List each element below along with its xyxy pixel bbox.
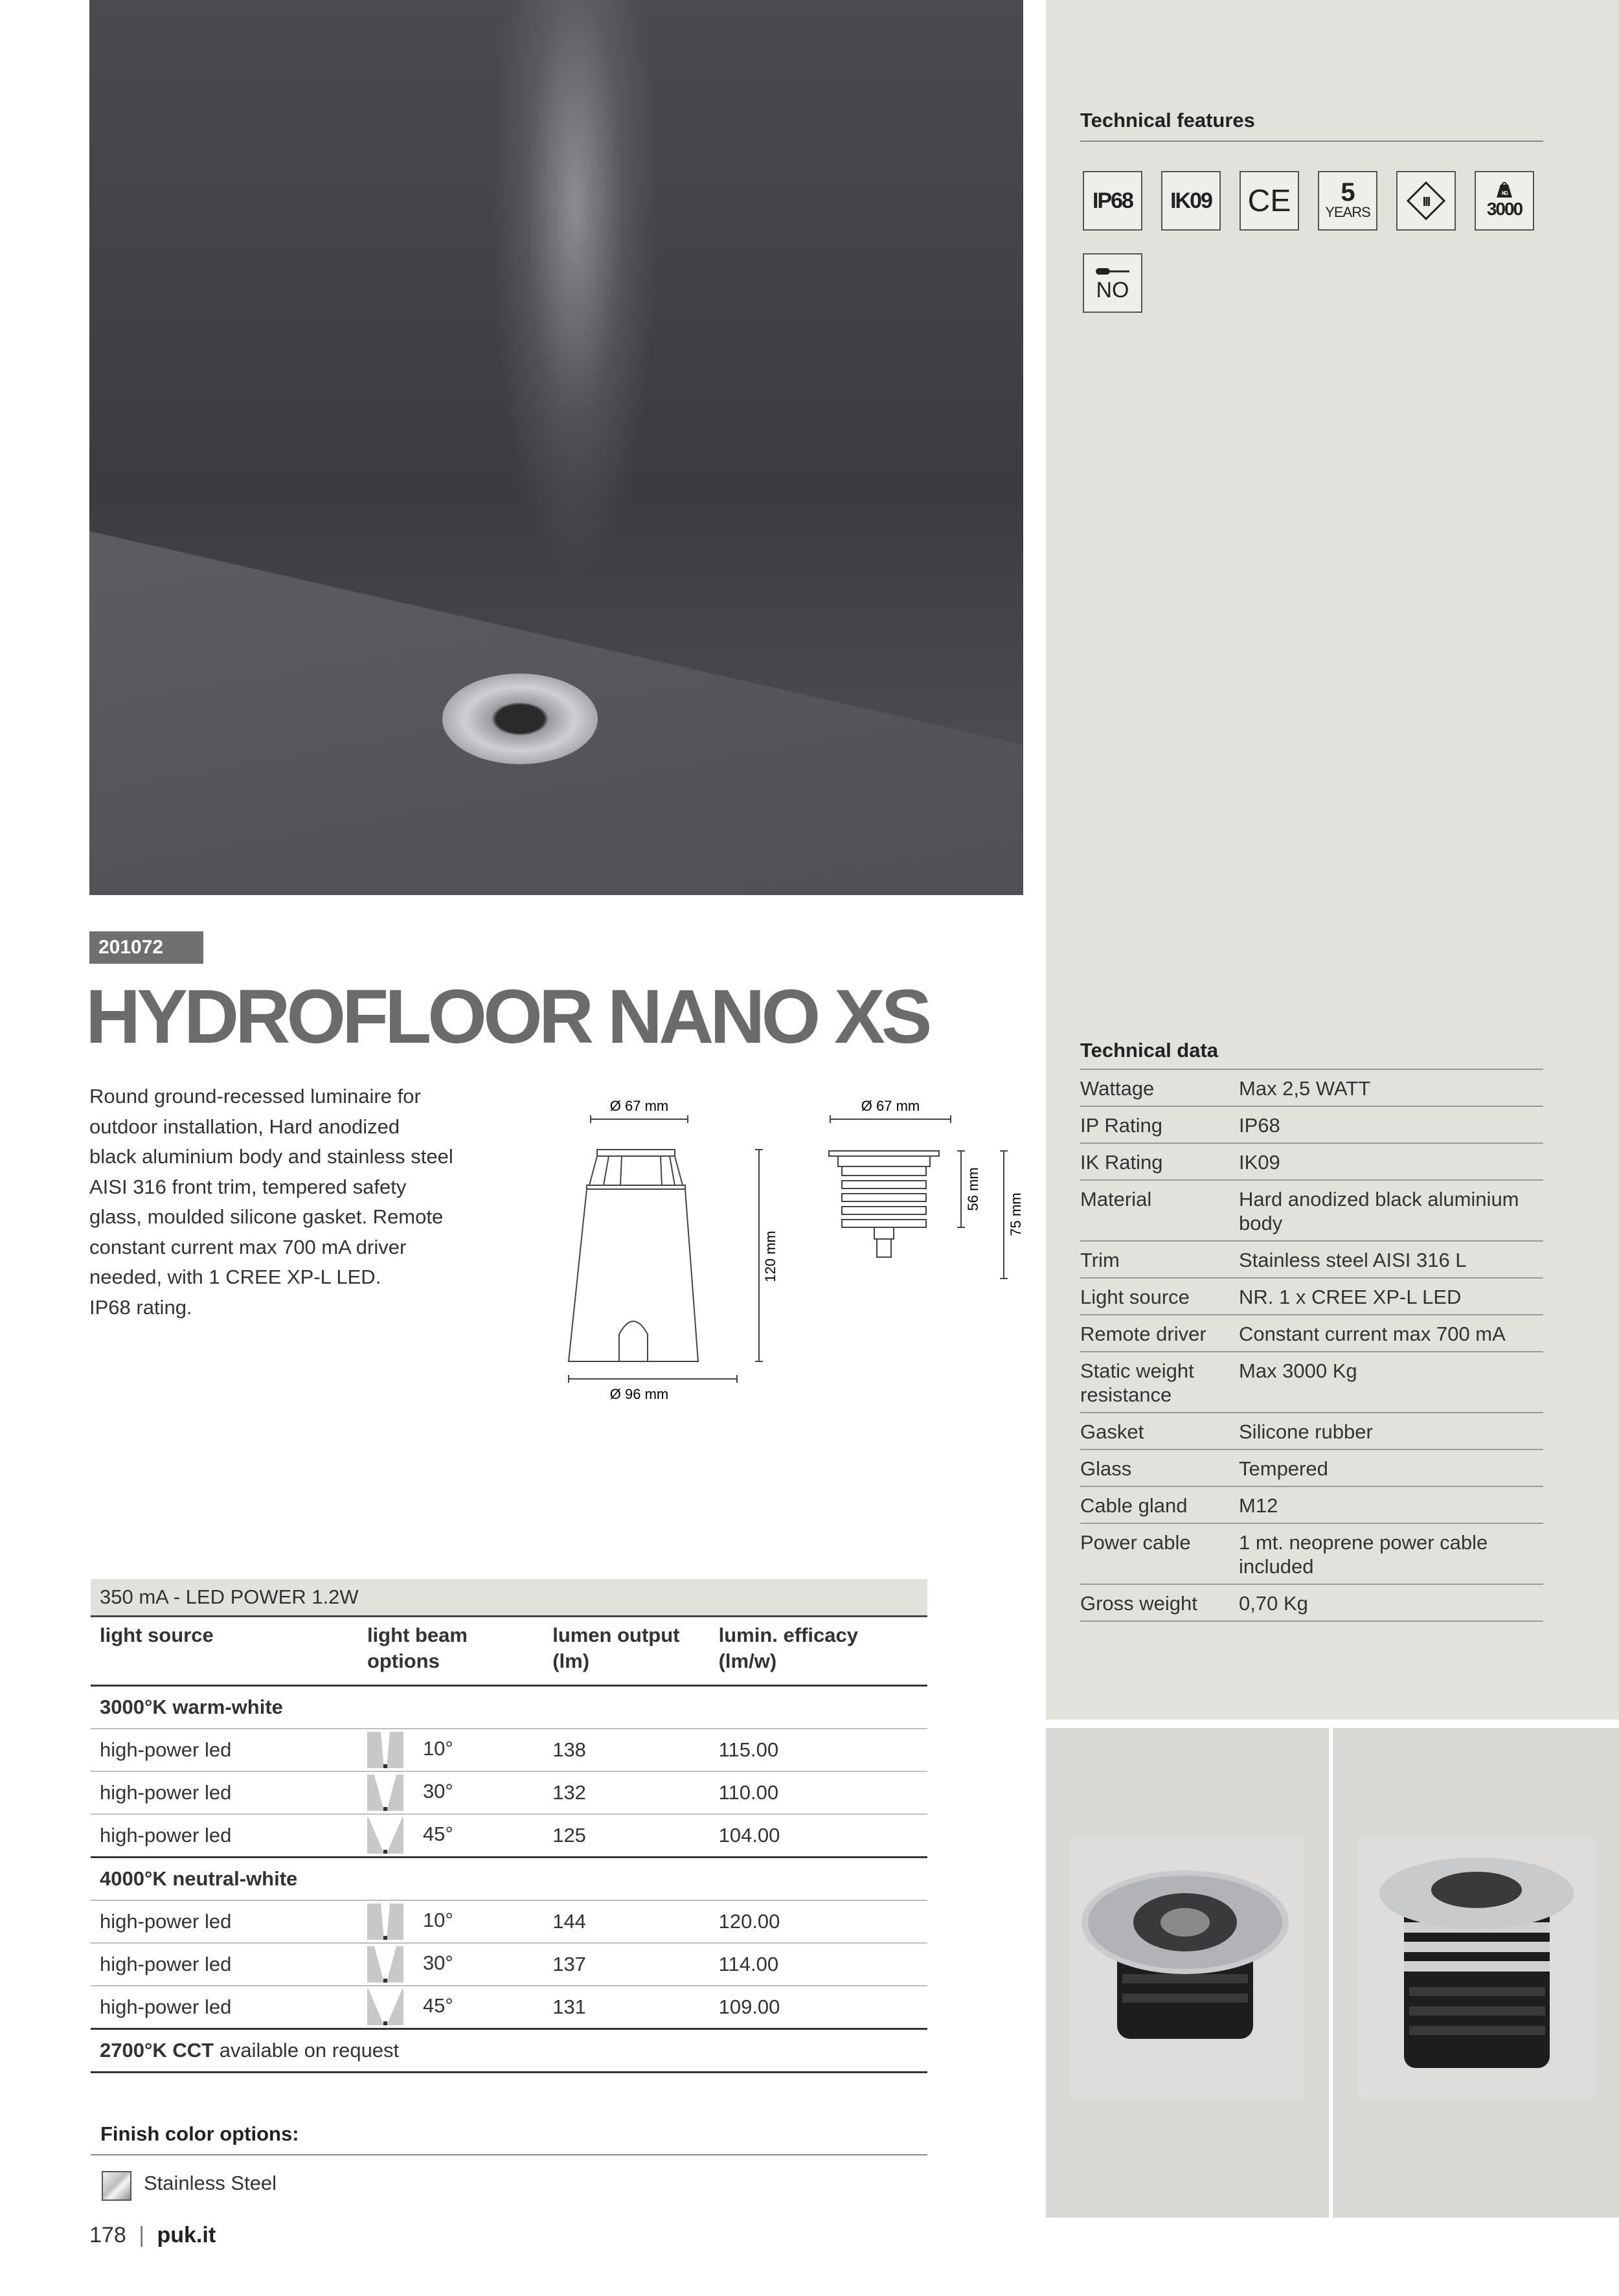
class-iii-badge bbox=[1396, 171, 1456, 231]
description-line: outdoor installation, Hard anodized bbox=[89, 1115, 400, 1138]
beam-angle-icon bbox=[367, 1989, 403, 2025]
base-diameter-label: Ø 96 mm bbox=[609, 1386, 669, 1402]
height-label: 120 mm bbox=[762, 1231, 778, 1282]
light-source-cell: high-power led bbox=[91, 1943, 358, 1986]
website-link[interactable]: puk.it bbox=[157, 2223, 216, 2247]
spec-value: M12 bbox=[1239, 1486, 1543, 1523]
table-header-row bbox=[91, 1617, 927, 1686]
description-line: IP68 rating. bbox=[89, 1295, 192, 1319]
hero-photo bbox=[89, 0, 1023, 895]
table-row bbox=[91, 1771, 927, 1814]
lumen-cell: 138 bbox=[543, 1729, 709, 1771]
product-description bbox=[89, 1082, 517, 1323]
spec-key: Remote driver bbox=[1080, 1315, 1239, 1352]
luminaire-photo-icon bbox=[1046, 1728, 1329, 2218]
color-temperature-label: 3000°K warm-white bbox=[91, 1686, 927, 1729]
product-photo-side bbox=[1333, 1728, 1619, 2218]
spec-key: IK Rating bbox=[1080, 1143, 1239, 1180]
description-line: needed, with 1 CREE XP-L LED. bbox=[89, 1266, 381, 1288]
divider bbox=[1080, 141, 1543, 142]
technical-data-row bbox=[1080, 1069, 1543, 1106]
spec-value: IP68 bbox=[1239, 1106, 1543, 1143]
technical-data-row bbox=[1080, 1523, 1543, 1584]
color-temperature-label: 4000°K neutral-white bbox=[91, 1858, 927, 1901]
beam-angle-value: 30° bbox=[422, 1951, 453, 1975]
efficacy-cell: 104.00 bbox=[710, 1814, 927, 1858]
technical-data-row bbox=[1080, 1486, 1543, 1523]
description-line: glass, moulded silicone gasket. Remote bbox=[89, 1205, 444, 1228]
diameter-label: Ø 67 mm bbox=[609, 1098, 669, 1114]
spec-value: IK09 bbox=[1239, 1143, 1543, 1180]
cct-note bbox=[91, 2029, 927, 2073]
column-header: lumen output (lm) bbox=[543, 1617, 709, 1686]
footer-separator: | bbox=[139, 2223, 145, 2247]
technical-data-row bbox=[1080, 1278, 1543, 1315]
note-row bbox=[91, 2029, 927, 2073]
weight-icon bbox=[1495, 182, 1514, 199]
spec-value: Max 3000 Kg bbox=[1239, 1352, 1543, 1413]
lumen-cell: 132 bbox=[543, 1771, 709, 1814]
weight-unit-label: KG bbox=[1502, 190, 1507, 196]
product-photo-front bbox=[1046, 1728, 1329, 2218]
column-header: light source bbox=[91, 1617, 358, 1686]
spec-value: Tempered bbox=[1239, 1449, 1543, 1486]
technical-data-title: Technical data bbox=[1080, 1039, 1219, 1062]
ik-rating-badge bbox=[1161, 171, 1221, 231]
technical-features-title: Technical features bbox=[1080, 109, 1255, 131]
lumen-cell: 137 bbox=[543, 1943, 709, 1986]
spec-key: Gross weight bbox=[1080, 1584, 1239, 1621]
finish-option-label: Stainless Steel bbox=[144, 2172, 277, 2194]
height-label: 75 mm bbox=[1008, 1192, 1024, 1236]
spec-key: Light source bbox=[1080, 1278, 1239, 1315]
spec-key: Static weight resistance bbox=[1080, 1352, 1239, 1413]
technical-data-row bbox=[1080, 1241, 1543, 1278]
power-band-label: 350 mA - LED POWER 1.2W bbox=[91, 1579, 927, 1617]
spec-value: 0,70 Kg bbox=[1239, 1584, 1543, 1621]
beam-angle-icon bbox=[367, 1775, 403, 1811]
page-number: 178 bbox=[89, 2223, 126, 2247]
light-source-cell: high-power led bbox=[91, 1814, 358, 1858]
description-line: AISI 316 front trim, tempered safety bbox=[89, 1175, 407, 1198]
power-band-row bbox=[91, 1579, 927, 1617]
lumen-cell: 144 bbox=[543, 1900, 709, 1943]
efficacy-cell: 109.00 bbox=[710, 1986, 927, 2029]
light-source-cell: high-power led bbox=[91, 1729, 358, 1771]
cct-note-bold: 2700°K CCT bbox=[100, 2039, 214, 2062]
warranty-badge bbox=[1318, 171, 1377, 231]
luminaire-photo-icon bbox=[1333, 1728, 1619, 2218]
technical-data-row bbox=[1080, 1143, 1543, 1180]
beam-cell bbox=[358, 1814, 543, 1858]
beam-angle-icon bbox=[367, 1817, 403, 1854]
table-row bbox=[91, 1814, 927, 1858]
beam-cell bbox=[358, 1900, 543, 1943]
spec-key: Material bbox=[1080, 1180, 1239, 1241]
beam-angle-icon bbox=[367, 1904, 403, 1940]
spec-value: Max 2,5 WATT bbox=[1239, 1069, 1543, 1106]
warranty-number: 5 bbox=[1341, 178, 1355, 207]
technical-data-row bbox=[1080, 1180, 1543, 1241]
technical-data-table bbox=[1080, 1069, 1543, 1622]
luminaire-in-floor bbox=[442, 674, 598, 764]
ce-mark-label: CE bbox=[1247, 183, 1291, 218]
warranty-label: YEARS bbox=[1325, 204, 1370, 220]
spec-key: Gasket bbox=[1080, 1413, 1239, 1449]
description-line: Round ground-recessed luminaire for bbox=[89, 1085, 421, 1108]
height-label: 56 mm bbox=[965, 1167, 981, 1211]
class-iii-icon bbox=[1405, 180, 1447, 222]
ip-rating-badge bbox=[1083, 171, 1142, 231]
product-code: 201072 bbox=[89, 931, 203, 964]
light-source-cell: high-power led bbox=[91, 1771, 358, 1814]
spec-value: Silicone rubber bbox=[1239, 1413, 1543, 1449]
screwdriver-icon bbox=[1094, 264, 1131, 278]
table-row bbox=[91, 1900, 927, 1943]
beam-cell bbox=[358, 1986, 543, 2029]
beam-angle-value: 45° bbox=[422, 1994, 453, 2018]
technical-drawing bbox=[557, 1091, 1036, 1415]
column-header: lumin. efficacy (lm/w) bbox=[710, 1617, 927, 1686]
ce-mark-badge bbox=[1240, 171, 1299, 231]
technical-data-row bbox=[1080, 1584, 1543, 1621]
lumen-cell: 131 bbox=[543, 1986, 709, 2029]
lumen-cell: 125 bbox=[543, 1814, 709, 1858]
divider bbox=[91, 2154, 927, 2155]
spec-value: 1 mt. neoprene power cable included bbox=[1239, 1523, 1543, 1584]
cct-note-text: available on request bbox=[214, 2039, 400, 2062]
group-row bbox=[91, 1686, 927, 1729]
class-iii-label: III bbox=[1422, 195, 1430, 209]
technical-data-row bbox=[1080, 1106, 1543, 1143]
no-driver-badge bbox=[1083, 253, 1142, 313]
spec-value: NR. 1 x CREE XP-L LED bbox=[1239, 1278, 1543, 1315]
spec-key: Power cable bbox=[1080, 1523, 1239, 1584]
page-footer bbox=[89, 2223, 216, 2248]
efficacy-cell: 120.00 bbox=[710, 1900, 927, 1943]
spec-value: Stainless steel AISI 316 L bbox=[1239, 1241, 1543, 1278]
efficacy-cell: 110.00 bbox=[710, 1771, 927, 1814]
beam-angle-value: 10° bbox=[422, 1737, 453, 1760]
beam-angle-icon bbox=[367, 1946, 403, 1983]
no-driver-label: NO bbox=[1096, 278, 1129, 302]
light-beam bbox=[491, 0, 659, 583]
spec-key: Glass bbox=[1080, 1449, 1239, 1486]
table-row bbox=[91, 1986, 927, 2029]
beam-angle-value: 10° bbox=[422, 1909, 453, 1932]
technical-data-row bbox=[1080, 1315, 1543, 1352]
spec-value: Constant current max 700 mA bbox=[1239, 1315, 1543, 1352]
static-load-badge bbox=[1475, 171, 1534, 231]
diameter-label: Ø 67 mm bbox=[861, 1098, 920, 1114]
finish-title: Finish color options: bbox=[100, 2122, 299, 2145]
table-row bbox=[91, 1943, 927, 1986]
group-row bbox=[91, 1858, 927, 1901]
static-load-label: 3000 bbox=[1486, 199, 1523, 219]
description-line: black aluminium body and stainless steel bbox=[89, 1145, 453, 1168]
description-line: constant current max 700 mA driver bbox=[89, 1235, 407, 1258]
column-header: light beam options bbox=[358, 1617, 543, 1686]
beam-cell bbox=[358, 1729, 543, 1771]
spec-key: IP Rating bbox=[1080, 1106, 1239, 1143]
efficacy-cell: 114.00 bbox=[710, 1943, 927, 1986]
beam-angle-icon bbox=[367, 1732, 403, 1768]
ip-rating-label: IP68 bbox=[1093, 188, 1133, 213]
stainless-steel-swatch bbox=[102, 2171, 131, 2201]
beam-angle-value: 45° bbox=[422, 1823, 453, 1846]
technical-data-row bbox=[1080, 1413, 1543, 1449]
light-source-cell: high-power led bbox=[91, 1900, 358, 1943]
spec-key: Trim bbox=[1080, 1241, 1239, 1278]
spec-key: Wattage bbox=[1080, 1069, 1239, 1106]
light-source-cell: high-power led bbox=[91, 1986, 358, 2029]
spec-key: Cable gland bbox=[1080, 1486, 1239, 1523]
technical-data-row bbox=[1080, 1449, 1543, 1486]
beam-angle-value: 30° bbox=[422, 1780, 453, 1803]
technical-data-row bbox=[1080, 1352, 1543, 1413]
efficacy-cell: 115.00 bbox=[710, 1729, 927, 1771]
beam-cell bbox=[358, 1943, 543, 1986]
spec-value: Hard anodized black aluminium body bbox=[1239, 1180, 1543, 1241]
product-title: HYDROFLOOR NANO XS bbox=[85, 974, 929, 1060]
beam-cell bbox=[358, 1771, 543, 1814]
performance-table bbox=[91, 1579, 927, 2073]
ik-rating-label: IK09 bbox=[1170, 188, 1212, 213]
table-row bbox=[91, 1729, 927, 1771]
